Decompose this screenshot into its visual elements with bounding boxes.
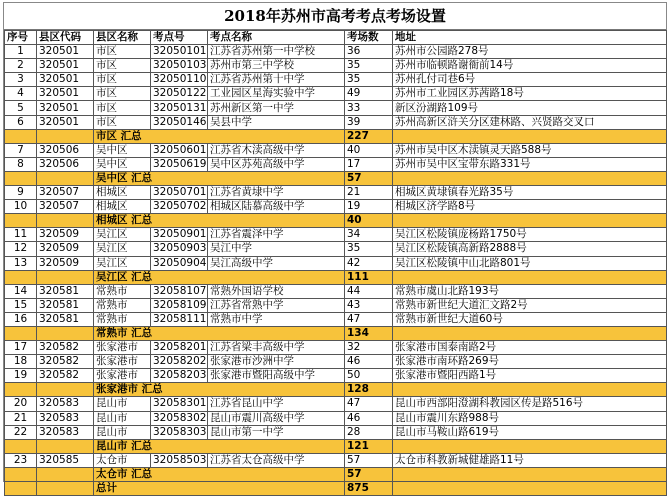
cell-site-no: 32058202	[151, 355, 208, 369]
header-site-name: 考点名称	[208, 31, 345, 45]
cell-room-total: 57	[345, 467, 393, 481]
cell-district-name: 相城区	[94, 186, 151, 200]
cell-empty	[393, 439, 667, 453]
cell-district-code: 320506	[37, 143, 94, 157]
cell-site-no: 32058303	[151, 425, 208, 439]
cell-district-name: 张家港市	[94, 355, 151, 369]
header-room-count: 考场数	[345, 31, 393, 45]
cell-site-no: 32050702	[151, 200, 208, 214]
subtotal-row	[5, 270, 667, 284]
cell-district-code: 320501	[37, 73, 94, 87]
cell-room-count: 35	[345, 242, 393, 256]
cell-site-no: 32050101	[151, 45, 208, 59]
cell-empty	[37, 439, 94, 453]
sheet-title: 2018年苏州市高考考点考场设置	[4, 3, 666, 30]
cell-site-no: 32058302	[151, 411, 208, 425]
cell-site-name: 江苏省苏州第十中学	[208, 73, 345, 87]
cell-empty	[5, 482, 37, 496]
table-row	[5, 143, 667, 157]
cell-room-count: 28	[345, 425, 393, 439]
cell-room-count: 32	[345, 341, 393, 355]
cell-site-no: 32058201	[151, 341, 208, 355]
cell-room-count: 50	[345, 369, 393, 383]
cell-address: 苏州市吴中区木渎镇灵天路588号	[393, 143, 667, 157]
cell-address: 吴江区松陵镇庞杨路1750号	[393, 228, 667, 242]
cell-site-name: 昆山市震川高级中学	[208, 411, 345, 425]
table-row	[5, 397, 667, 411]
cell-district-code: 320507	[37, 186, 94, 200]
cell-no: 19	[5, 369, 37, 383]
cell-district-code: 320501	[37, 101, 94, 115]
header-code: 县区代码	[37, 31, 94, 45]
table-row	[5, 355, 667, 369]
cell-room-count: 43	[345, 298, 393, 312]
cell-empty	[37, 482, 94, 496]
cell-district-name: 吴江区	[94, 228, 151, 242]
cell-room-count: 34	[345, 228, 393, 242]
cell-no: 12	[5, 242, 37, 256]
table-body	[5, 45, 667, 496]
subtotal-row	[5, 467, 667, 481]
cell-empty	[37, 467, 94, 481]
cell-site-name: 江苏省昆山中学	[208, 397, 345, 411]
cell-no: 7	[5, 143, 37, 157]
table-row	[5, 453, 667, 467]
cell-district-code: 320501	[37, 59, 94, 73]
header-district: 县区名称	[94, 31, 151, 45]
cell-address: 新区汾湖路109号	[393, 101, 667, 115]
cell-address: 常熟市虞山北路193号	[393, 284, 667, 298]
table-row	[5, 411, 667, 425]
cell-room-total: 57	[345, 171, 393, 185]
cell-district-code: 320501	[37, 45, 94, 59]
cell-address: 张家港市国泰南路2号	[393, 341, 667, 355]
cell-site-name: 常熟外国语学校	[208, 284, 345, 298]
cell-empty	[393, 270, 667, 284]
header-site-no: 考点号	[151, 31, 208, 45]
table-row	[5, 341, 667, 355]
cell-district-code: 320506	[37, 157, 94, 171]
table-row	[5, 157, 667, 171]
table-row	[5, 73, 667, 87]
cell-room-count: 35	[345, 73, 393, 87]
cell-no: 20	[5, 397, 37, 411]
cell-district-name: 张家港市	[94, 369, 151, 383]
cell-summary-label: 相城区 汇总	[94, 214, 345, 228]
cell-room-count: 21	[345, 186, 393, 200]
cell-no: 16	[5, 312, 37, 326]
table-row	[5, 228, 667, 242]
cell-district-name: 吴江区	[94, 256, 151, 270]
cell-site-no: 32050903	[151, 242, 208, 256]
cell-room-count: 39	[345, 115, 393, 129]
cell-no: 9	[5, 186, 37, 200]
cell-site-name: 常熟市中学	[208, 312, 345, 326]
table-row	[5, 186, 667, 200]
cell-site-name: 江苏省木渎高级中学	[208, 143, 345, 157]
cell-room-total: 875	[345, 482, 393, 496]
cell-district-name: 市区	[94, 101, 151, 115]
cell-site-name: 相城区陆慕高级中学	[208, 200, 345, 214]
subtotal-row	[5, 383, 667, 397]
cell-district-name: 市区	[94, 45, 151, 59]
cell-no: 8	[5, 157, 37, 171]
cell-district-name: 张家港市	[94, 341, 151, 355]
cell-site-no: 32050131	[151, 101, 208, 115]
cell-empty	[393, 214, 667, 228]
cell-empty	[393, 467, 667, 481]
cell-district-name: 昆山市	[94, 397, 151, 411]
table-row	[5, 101, 667, 115]
cell-no: 5	[5, 101, 37, 115]
table-row	[5, 200, 667, 214]
cell-no: 14	[5, 284, 37, 298]
cell-address: 相城区济学路8号	[393, 200, 667, 214]
cell-room-count: 47	[345, 312, 393, 326]
cell-no: 21	[5, 411, 37, 425]
subtotal-row	[5, 171, 667, 185]
cell-empty	[5, 439, 37, 453]
cell-district-code: 320509	[37, 228, 94, 242]
cell-site-name: 工业园区星海实验中学	[208, 87, 345, 101]
cell-room-count: 40	[345, 143, 393, 157]
cell-address: 苏州孔付司巷6号	[393, 73, 667, 87]
subtotal-row	[5, 129, 667, 143]
cell-site-name: 吴江中学	[208, 242, 345, 256]
cell-site-name: 吴中区苏苑高级中学	[208, 157, 345, 171]
cell-no: 15	[5, 298, 37, 312]
cell-summary-label: 市区 汇总	[94, 129, 345, 143]
cell-district-code: 320507	[37, 200, 94, 214]
cell-empty	[37, 270, 94, 284]
cell-site-no: 32058203	[151, 369, 208, 383]
cell-room-count: 42	[345, 256, 393, 270]
cell-district-name: 吴中区	[94, 143, 151, 157]
table-row	[5, 425, 667, 439]
cell-district-code: 320582	[37, 355, 94, 369]
cell-address: 常熟市新世纪大道汇文路2号	[393, 298, 667, 312]
cell-no: 18	[5, 355, 37, 369]
cell-empty	[5, 383, 37, 397]
table-row	[5, 45, 667, 59]
header-no: 序号	[5, 31, 37, 45]
cell-address: 昆山市马鞍山路619号	[393, 425, 667, 439]
cell-district-code: 320501	[37, 87, 94, 101]
cell-address: 吴江区松陵镇高新路2888号	[393, 242, 667, 256]
cell-summary-label: 常熟市 汇总	[94, 326, 345, 340]
cell-empty	[5, 270, 37, 284]
total-row	[5, 482, 667, 496]
cell-site-no: 32058111	[151, 312, 208, 326]
cell-empty	[393, 171, 667, 185]
cell-address: 苏州市临顿路谢衙前14号	[393, 59, 667, 73]
cell-summary-label: 吴中区 汇总	[94, 171, 345, 185]
cell-no: 11	[5, 228, 37, 242]
cell-room-count: 33	[345, 101, 393, 115]
cell-empty	[37, 383, 94, 397]
cell-site-name: 江苏省黄埭中学	[208, 186, 345, 200]
cell-address: 张家港市南环路269号	[393, 355, 667, 369]
cell-district-code: 320583	[37, 397, 94, 411]
cell-site-no: 32050619	[151, 157, 208, 171]
cell-empty	[393, 129, 667, 143]
cell-no: 13	[5, 256, 37, 270]
cell-address: 苏州高新区浒关分区建林路、兴贤路交叉口	[393, 115, 667, 129]
cell-summary-label: 昆山市 汇总	[94, 439, 345, 453]
cell-room-count: 57	[345, 453, 393, 467]
cell-no: 23	[5, 453, 37, 467]
cell-empty	[393, 383, 667, 397]
cell-district-code: 320581	[37, 284, 94, 298]
cell-site-no: 32050601	[151, 143, 208, 157]
cell-site-name: 江苏省震泽中学	[208, 228, 345, 242]
cell-room-count: 17	[345, 157, 393, 171]
cell-empty	[393, 482, 667, 496]
cell-site-name: 苏州新区第一中学	[208, 101, 345, 115]
cell-room-count: 46	[345, 411, 393, 425]
cell-district-code: 320509	[37, 256, 94, 270]
table-row	[5, 242, 667, 256]
cell-district-code: 320509	[37, 242, 94, 256]
cell-site-no: 32050904	[151, 256, 208, 270]
cell-site-no: 32058107	[151, 284, 208, 298]
table-row	[5, 284, 667, 298]
cell-site-no: 32050701	[151, 186, 208, 200]
cell-no: 4	[5, 87, 37, 101]
cell-site-name: 江苏省常熟中学	[208, 298, 345, 312]
spreadsheet	[3, 2, 667, 495]
cell-site-no: 32050122	[151, 87, 208, 101]
cell-site-no: 32050110	[151, 73, 208, 87]
cell-room-total: 121	[345, 439, 393, 453]
cell-summary-label: 吴江区 汇总	[94, 270, 345, 284]
cell-empty	[37, 171, 94, 185]
cell-district-code: 320585	[37, 453, 94, 467]
exam-site-table	[4, 30, 667, 496]
cell-site-no: 32058301	[151, 397, 208, 411]
cell-no: 6	[5, 115, 37, 129]
cell-district-code: 320582	[37, 341, 94, 355]
cell-address: 太仓市科教新城健雄路11号	[393, 453, 667, 467]
cell-address: 张家港市暨阳西路1号	[393, 369, 667, 383]
cell-room-total: 111	[345, 270, 393, 284]
cell-site-no: 32058503	[151, 453, 208, 467]
subtotal-row	[5, 439, 667, 453]
cell-room-count: 49	[345, 87, 393, 101]
cell-no: 10	[5, 200, 37, 214]
cell-district-name: 相城区	[94, 200, 151, 214]
cell-room-count: 46	[345, 355, 393, 369]
header-address: 地址	[393, 31, 667, 45]
cell-empty	[5, 129, 37, 143]
cell-site-name: 江苏省苏州第一中学校	[208, 45, 345, 59]
cell-room-total: 128	[345, 383, 393, 397]
cell-summary-label: 太仓市 汇总	[94, 467, 345, 481]
cell-room-total: 40	[345, 214, 393, 228]
cell-no: 2	[5, 59, 37, 73]
cell-site-name: 昆山市第一中学	[208, 425, 345, 439]
cell-district-name: 常熟市	[94, 298, 151, 312]
cell-district-code: 320501	[37, 115, 94, 129]
cell-address: 苏州市吴中区宝带东路331号	[393, 157, 667, 171]
cell-site-name: 苏州市第三中学校	[208, 59, 345, 73]
cell-empty	[5, 467, 37, 481]
cell-room-count: 44	[345, 284, 393, 298]
table-row	[5, 59, 667, 73]
cell-district-name: 市区	[94, 115, 151, 129]
cell-empty	[5, 214, 37, 228]
table-row	[5, 369, 667, 383]
cell-empty	[5, 326, 37, 340]
cell-empty	[37, 326, 94, 340]
cell-summary-label: 张家港市 汇总	[94, 383, 345, 397]
cell-room-total: 134	[345, 326, 393, 340]
cell-address: 苏州市工业园区苏茜路18号	[393, 87, 667, 101]
table-row	[5, 298, 667, 312]
cell-room-total: 227	[345, 129, 393, 143]
cell-district-name: 市区	[94, 59, 151, 73]
subtotal-row	[5, 214, 667, 228]
cell-site-no: 32050103	[151, 59, 208, 73]
cell-address: 相城区黄埭镇春光路35号	[393, 186, 667, 200]
cell-empty	[37, 214, 94, 228]
cell-no: 1	[5, 45, 37, 59]
cell-district-name: 吴江区	[94, 242, 151, 256]
cell-address: 吴江区松陵镇中山北路801号	[393, 256, 667, 270]
cell-district-code: 320581	[37, 298, 94, 312]
table-row	[5, 312, 667, 326]
cell-district-name: 太仓市	[94, 453, 151, 467]
cell-district-name: 吴中区	[94, 157, 151, 171]
cell-address: 昆山市震川东路988号	[393, 411, 667, 425]
cell-site-name: 张家港市暨阳高级中学	[208, 369, 345, 383]
subtotal-row	[5, 326, 667, 340]
cell-summary-label: 总计	[94, 482, 345, 496]
cell-site-name: 江苏省梁丰高级中学	[208, 341, 345, 355]
cell-room-count: 19	[345, 200, 393, 214]
cell-site-name: 吴县中学	[208, 115, 345, 129]
cell-district-name: 常熟市	[94, 284, 151, 298]
cell-address: 苏州市公园路278号	[393, 45, 667, 59]
table-row	[5, 256, 667, 270]
cell-address: 常熟市新世纪大道60号	[393, 312, 667, 326]
cell-district-name: 昆山市	[94, 411, 151, 425]
cell-empty	[393, 326, 667, 340]
cell-site-no: 32050146	[151, 115, 208, 129]
cell-room-count: 35	[345, 59, 393, 73]
cell-room-count: 47	[345, 397, 393, 411]
cell-district-name: 市区	[94, 73, 151, 87]
cell-district-code: 320583	[37, 425, 94, 439]
cell-site-no: 32058109	[151, 298, 208, 312]
cell-district-name: 昆山市	[94, 425, 151, 439]
cell-empty	[5, 171, 37, 185]
cell-district-name: 常熟市	[94, 312, 151, 326]
header-row	[5, 31, 667, 45]
cell-district-code: 320581	[37, 312, 94, 326]
cell-district-code: 320583	[37, 411, 94, 425]
cell-no: 17	[5, 341, 37, 355]
cell-empty	[37, 129, 94, 143]
table-row	[5, 87, 667, 101]
cell-site-no: 32050901	[151, 228, 208, 242]
cell-district-name: 市区	[94, 87, 151, 101]
cell-address: 昆山市西部阳澄湖科教园区传是路516号	[393, 397, 667, 411]
cell-site-name: 张家港市沙洲中学	[208, 355, 345, 369]
cell-site-name: 江苏省太仓高级中学	[208, 453, 345, 467]
cell-no: 22	[5, 425, 37, 439]
cell-room-count: 36	[345, 45, 393, 59]
cell-no: 3	[5, 73, 37, 87]
cell-district-code: 320582	[37, 369, 94, 383]
cell-site-name: 吴江高级中学	[208, 256, 345, 270]
table-row	[5, 115, 667, 129]
